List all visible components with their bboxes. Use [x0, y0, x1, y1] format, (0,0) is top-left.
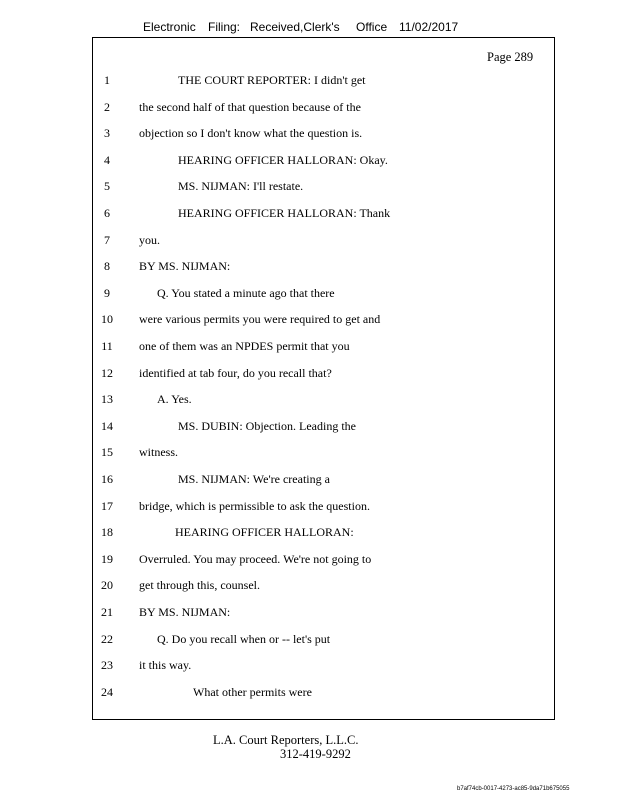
line-number: 6 — [104, 206, 110, 220]
filing-header-filing: Filing: — [208, 20, 241, 34]
line-text: What other permits were — [193, 684, 312, 699]
line-number: 10 — [101, 312, 113, 327]
reporter-phone: 312-419-9292 — [280, 747, 351, 761]
line-number: 8 — [104, 259, 110, 274]
line-text: witness. — [139, 445, 178, 460]
line-number: 2 — [104, 99, 110, 114]
page-number: Page 289 — [487, 50, 534, 64]
line-text: HEARING OFFICER HALLORAN: Okay. — [178, 152, 388, 167]
line-text: one of them was an NPDES permit that you — [139, 339, 350, 353]
line-text: objection so I don't know what the question is. — [139, 126, 363, 141]
transcript-line — [0, 658, 618, 678]
line-text: HEARING OFFICER HALLORAN: Thank — [178, 206, 391, 220]
transcript-line — [0, 632, 618, 652]
line-text: BY MS. NIJMAN: — [139, 605, 231, 619]
transcript-line — [0, 445, 618, 465]
line-number: 19 — [101, 551, 113, 566]
line-number: 18 — [101, 525, 113, 540]
filing-header-date: 11/02/2017 — [399, 20, 459, 34]
transcript-line — [0, 73, 618, 93]
line-text: get through this, counsel. — [139, 578, 260, 593]
line-text: BY MS. NIJMAN: — [139, 259, 231, 274]
line-text: were various permits you were required to get and — [139, 312, 381, 327]
reporter-company: L.A. Court Reporters, L.L.C. — [213, 733, 359, 747]
line-number: 1 — [104, 73, 110, 87]
line-text: Overruled. You may proceed. We're not going to — [139, 551, 372, 566]
line-text: identified at tab four, do you recall that? — [139, 365, 332, 380]
line-number: 7 — [104, 232, 110, 247]
line-number: 14 — [101, 418, 113, 433]
filing-header-received: Received,Clerk's — [250, 20, 340, 34]
line-text: MS. DUBIN: Objection. Leading the — [178, 418, 356, 433]
transcript-line — [0, 525, 618, 545]
transcript-line — [0, 472, 618, 492]
transcript-line — [0, 685, 618, 705]
line-text: Q. Do you recall when or -- let's put — [157, 631, 331, 646]
transcript-line — [0, 605, 618, 625]
line-text: MS. NIJMAN: We're creating a — [178, 472, 330, 486]
line-text: the second half of that question because of the — [139, 99, 361, 114]
filing-header-office: Office — [356, 20, 388, 34]
transcript-line — [0, 339, 618, 359]
transcript-line — [0, 578, 618, 598]
transcript-line — [0, 233, 618, 253]
line-number: 15 — [101, 445, 113, 460]
line-number: 5 — [104, 179, 110, 194]
transcript-line — [0, 126, 618, 146]
line-text: you. — [139, 232, 160, 247]
line-number: 17 — [101, 498, 113, 513]
transcript-line — [0, 499, 618, 519]
line-number: 21 — [101, 605, 113, 619]
line-number: 3 — [104, 126, 110, 141]
transcript-line — [0, 153, 618, 173]
line-text: bridge, which is permissible to ask the question. — [139, 498, 370, 513]
transcript-line — [0, 259, 618, 279]
transcript-line — [0, 312, 618, 332]
transcript-line — [0, 286, 618, 306]
line-number: 24 — [101, 684, 113, 699]
transcript-line — [0, 419, 618, 439]
line-text: HEARING OFFICER HALLORAN: — [175, 525, 354, 540]
line-number: 4 — [104, 152, 110, 167]
line-number: 23 — [101, 658, 113, 673]
line-number: 11 — [101, 339, 113, 353]
line-text: A. Yes. — [157, 392, 192, 407]
line-number: 12 — [101, 365, 113, 380]
transcript-line — [0, 179, 618, 199]
transcript-line — [0, 100, 618, 120]
line-number: 22 — [101, 631, 113, 646]
line-text: THE COURT REPORTER: I didn't get — [178, 73, 366, 87]
line-number: 13 — [101, 392, 113, 407]
transcript-line — [0, 392, 618, 412]
line-number: 9 — [104, 285, 110, 300]
line-number: 20 — [101, 578, 113, 593]
line-text: Q. You stated a minute ago that there — [157, 285, 335, 300]
filing-header — [0, 20, 618, 38]
line-text: it this way. — [139, 658, 192, 673]
line-number: 16 — [101, 472, 113, 486]
document-id: b7af74cb-0017-4273-ac85-9da71b675055 — [457, 786, 570, 792]
transcript-line — [0, 552, 618, 572]
line-text: MS. NIJMAN: I'll restate. — [178, 179, 304, 194]
transcript-line — [0, 206, 618, 226]
filing-header-electronic: Electronic — [143, 20, 196, 34]
transcript-line — [0, 366, 618, 386]
